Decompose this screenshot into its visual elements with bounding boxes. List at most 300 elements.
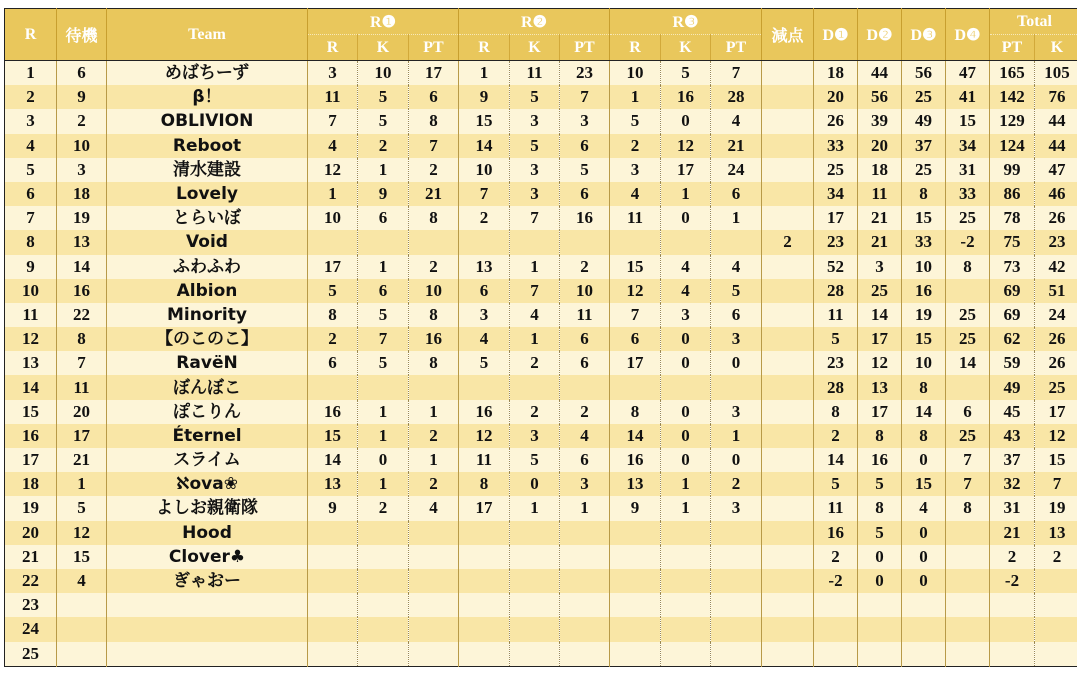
d2-cell [858, 617, 902, 641]
r1-kills-cell: 5 [358, 303, 409, 327]
total-kills-cell: 51 [1035, 279, 1077, 303]
r3-points-cell: 28 [711, 85, 762, 109]
rank-cell: 5 [5, 158, 57, 182]
r1-rank-cell: 11 [308, 85, 358, 109]
r3-rank-cell [610, 593, 661, 617]
table-header [5, 9, 1077, 61]
total-kills-cell: 19 [1035, 496, 1077, 520]
r2-points-cell [560, 230, 610, 254]
r1-kills-cell [358, 521, 409, 545]
penalty-cell [762, 279, 814, 303]
total-points-cell: 69 [990, 279, 1035, 303]
header-r1-pt: PT [409, 35, 459, 61]
penalty-cell [762, 375, 814, 399]
r3-points-cell: 5 [711, 279, 762, 303]
r1-points-cell: 8 [409, 109, 459, 133]
r2-points-cell: 23 [560, 61, 610, 86]
d3-cell: 10 [902, 255, 946, 279]
penalty-cell [762, 472, 814, 496]
r2-rank-cell: 17 [459, 496, 510, 520]
d2-cell: 8 [858, 424, 902, 448]
header-r2-k: K [510, 35, 560, 61]
r2-points-cell: 3 [560, 472, 610, 496]
r1-points-cell: 1 [409, 400, 459, 424]
waiting-cell: 6 [57, 61, 107, 86]
d4-cell: 33 [946, 182, 990, 206]
r3-rank-cell [610, 230, 661, 254]
penalty-cell [762, 61, 814, 86]
d1-cell: 11 [814, 303, 858, 327]
d2-cell: 18 [858, 158, 902, 182]
r3-rank-cell: 2 [610, 134, 661, 158]
penalty-cell [762, 303, 814, 327]
r2-points-cell: 6 [560, 448, 610, 472]
r1-kills-cell: 2 [358, 496, 409, 520]
r1-points-cell: 16 [409, 327, 459, 351]
r2-rank-cell [459, 593, 510, 617]
r1-kills-cell: 1 [358, 424, 409, 448]
team-name-cell: とらいぼ [107, 206, 308, 230]
team-name-cell: Lovely [107, 182, 308, 206]
rank-cell: 7 [5, 206, 57, 230]
total-points-cell: 21 [990, 521, 1035, 545]
team-name-cell: ぼんぼこ [107, 375, 308, 399]
r1-kills-cell: 1 [358, 400, 409, 424]
penalty-cell [762, 593, 814, 617]
d3-cell: 37 [902, 134, 946, 158]
r1-points-cell: 2 [409, 472, 459, 496]
d3-cell: 0 [902, 545, 946, 569]
r3-kills-cell: 16 [661, 85, 711, 109]
d3-cell: 49 [902, 109, 946, 133]
r2-kills-cell [510, 545, 560, 569]
r3-points-cell [711, 545, 762, 569]
d4-cell: 25 [946, 327, 990, 351]
table-body [5, 61, 1077, 667]
r2-kills-cell [510, 521, 560, 545]
r2-kills-cell: 3 [510, 182, 560, 206]
r3-points-cell: 24 [711, 158, 762, 182]
r3-kills-cell: 0 [661, 351, 711, 375]
d2-cell: 17 [858, 327, 902, 351]
r3-kills-cell: 0 [661, 424, 711, 448]
d1-cell: 33 [814, 134, 858, 158]
d1-cell: 18 [814, 61, 858, 86]
penalty-cell [762, 182, 814, 206]
d4-cell: 47 [946, 61, 990, 86]
r3-rank-cell: 3 [610, 158, 661, 182]
r1-rank-cell [308, 545, 358, 569]
r2-kills-cell: 5 [510, 85, 560, 109]
r3-kills-cell: 0 [661, 448, 711, 472]
rank-cell: 8 [5, 230, 57, 254]
r1-kills-cell: 7 [358, 327, 409, 351]
penalty-cell [762, 255, 814, 279]
d1-cell: 16 [814, 521, 858, 545]
r2-rank-cell [459, 375, 510, 399]
r3-rank-cell: 6 [610, 327, 661, 351]
total-kills-cell: 25 [1035, 375, 1077, 399]
table-row [5, 569, 1077, 593]
team-name-cell: ふわふわ [107, 255, 308, 279]
penalty-cell [762, 521, 814, 545]
r1-rank-cell: 4 [308, 134, 358, 158]
d3-cell [902, 617, 946, 641]
header-r1-k: K [358, 35, 409, 61]
waiting-cell: 4 [57, 569, 107, 593]
total-points-cell: 99 [990, 158, 1035, 182]
r1-kills-cell [358, 617, 409, 641]
r2-points-cell: 6 [560, 327, 610, 351]
r1-rank-cell: 8 [308, 303, 358, 327]
team-name-cell: Albion [107, 279, 308, 303]
waiting-cell: 18 [57, 182, 107, 206]
r1-points-cell [409, 642, 459, 667]
penalty-cell [762, 158, 814, 182]
r3-kills-cell [661, 642, 711, 667]
r3-points-cell: 3 [711, 327, 762, 351]
r3-rank-cell [610, 375, 661, 399]
r3-kills-cell [661, 230, 711, 254]
r1-points-cell: 10 [409, 279, 459, 303]
table-row [5, 206, 1077, 230]
rank-cell: 18 [5, 472, 57, 496]
d3-cell: 4 [902, 496, 946, 520]
penalty-cell [762, 134, 814, 158]
d2-cell: 8 [858, 496, 902, 520]
d1-cell: 5 [814, 327, 858, 351]
r2-kills-cell: 7 [510, 206, 560, 230]
r3-points-cell: 7 [711, 61, 762, 86]
waiting-cell: 16 [57, 279, 107, 303]
r3-points-cell [711, 617, 762, 641]
r3-kills-cell: 1 [661, 472, 711, 496]
d3-cell: 0 [902, 448, 946, 472]
header-r3-r: R [610, 35, 661, 61]
r3-points-cell: 6 [711, 182, 762, 206]
r2-rank-cell: 9 [459, 85, 510, 109]
waiting-cell: 17 [57, 424, 107, 448]
total-kills-cell: 105 [1035, 61, 1077, 86]
total-points-cell: 43 [990, 424, 1035, 448]
d3-cell: 19 [902, 303, 946, 327]
r1-kills-cell: 1 [358, 472, 409, 496]
penalty-cell [762, 351, 814, 375]
team-name-cell [107, 593, 308, 617]
r2-kills-cell: 11 [510, 61, 560, 86]
r2-points-cell: 11 [560, 303, 610, 327]
penalty-cell: 2 [762, 230, 814, 254]
r1-points-cell [409, 569, 459, 593]
rank-cell: 14 [5, 375, 57, 399]
total-kills-cell: 42 [1035, 255, 1077, 279]
d2-cell: 56 [858, 85, 902, 109]
total-points-cell: 73 [990, 255, 1035, 279]
r2-kills-cell: 2 [510, 351, 560, 375]
d2-cell: 21 [858, 230, 902, 254]
table-row [5, 400, 1077, 424]
r1-points-cell: 17 [409, 61, 459, 86]
d1-cell: 25 [814, 158, 858, 182]
header-total-k: K [1035, 35, 1077, 61]
r2-points-cell: 5 [560, 158, 610, 182]
total-kills-cell: 23 [1035, 230, 1077, 254]
r2-kills-cell: 1 [510, 255, 560, 279]
r3-kills-cell: 17 [661, 158, 711, 182]
penalty-cell [762, 545, 814, 569]
r2-rank-cell [459, 545, 510, 569]
total-kills-cell: 13 [1035, 521, 1077, 545]
team-name-cell: OBLIVION [107, 109, 308, 133]
header-d4: D❹ [946, 9, 990, 61]
r1-points-cell [409, 230, 459, 254]
r2-points-cell [560, 545, 610, 569]
rank-cell: 13 [5, 351, 57, 375]
r2-kills-cell: 3 [510, 158, 560, 182]
waiting-cell: 22 [57, 303, 107, 327]
r1-points-cell [409, 593, 459, 617]
r3-kills-cell: 0 [661, 400, 711, 424]
table-row [5, 327, 1077, 351]
r3-rank-cell: 8 [610, 400, 661, 424]
d4-cell: 15 [946, 109, 990, 133]
r1-kills-cell: 5 [358, 351, 409, 375]
r3-points-cell [711, 569, 762, 593]
r3-points-cell [711, 521, 762, 545]
d2-cell [858, 642, 902, 667]
r1-rank-cell: 9 [308, 496, 358, 520]
d4-cell [946, 593, 990, 617]
d1-cell: 2 [814, 424, 858, 448]
rank-cell: 2 [5, 85, 57, 109]
r3-points-cell [711, 593, 762, 617]
r3-kills-cell: 4 [661, 255, 711, 279]
r3-kills-cell [661, 617, 711, 641]
d4-cell: 8 [946, 496, 990, 520]
d2-cell: 16 [858, 448, 902, 472]
r2-kills-cell [510, 569, 560, 593]
r3-rank-cell: 10 [610, 61, 661, 86]
d1-cell: 26 [814, 109, 858, 133]
waiting-cell: 8 [57, 327, 107, 351]
d4-cell: 7 [946, 448, 990, 472]
waiting-cell: 7 [57, 351, 107, 375]
d4-cell: 14 [946, 351, 990, 375]
total-points-cell: 45 [990, 400, 1035, 424]
table-row [5, 521, 1077, 545]
table-row [5, 351, 1077, 375]
d1-cell: 28 [814, 279, 858, 303]
r2-kills-cell [510, 230, 560, 254]
r1-kills-cell: 6 [358, 206, 409, 230]
r3-kills-cell [661, 521, 711, 545]
r2-points-cell [560, 569, 610, 593]
r2-rank-cell: 12 [459, 424, 510, 448]
r3-points-cell [711, 642, 762, 667]
d4-cell [946, 617, 990, 641]
total-points-cell: 31 [990, 496, 1035, 520]
r1-rank-cell: 14 [308, 448, 358, 472]
r3-kills-cell: 1 [661, 496, 711, 520]
total-points-cell: 69 [990, 303, 1035, 327]
r1-rank-cell: 2 [308, 327, 358, 351]
r2-rank-cell [459, 230, 510, 254]
waiting-cell: 13 [57, 230, 107, 254]
r3-kills-cell [661, 375, 711, 399]
waiting-cell: 10 [57, 134, 107, 158]
r1-rank-cell: 7 [308, 109, 358, 133]
d3-cell: 16 [902, 279, 946, 303]
header-d2: D❷ [858, 9, 902, 61]
d4-cell: 8 [946, 255, 990, 279]
total-points-cell: 32 [990, 472, 1035, 496]
r2-points-cell: 6 [560, 351, 610, 375]
total-kills-cell [1035, 617, 1077, 641]
d2-cell: 13 [858, 375, 902, 399]
penalty-cell [762, 569, 814, 593]
r1-rank-cell [308, 375, 358, 399]
d4-cell: 31 [946, 158, 990, 182]
total-points-cell: -2 [990, 569, 1035, 593]
r3-kills-cell: 12 [661, 134, 711, 158]
r2-rank-cell: 15 [459, 109, 510, 133]
waiting-cell: 2 [57, 109, 107, 133]
d3-cell: 25 [902, 158, 946, 182]
table-row [5, 496, 1077, 520]
d3-cell: 14 [902, 400, 946, 424]
total-points-cell [990, 617, 1035, 641]
r1-points-cell [409, 545, 459, 569]
r3-points-cell [711, 375, 762, 399]
waiting-cell: 9 [57, 85, 107, 109]
d3-cell: 56 [902, 61, 946, 86]
header-waiting: 待機 [57, 9, 107, 61]
rank-cell: 20 [5, 521, 57, 545]
d3-cell: 8 [902, 182, 946, 206]
r3-rank-cell: 15 [610, 255, 661, 279]
d4-cell: 7 [946, 472, 990, 496]
r1-kills-cell: 6 [358, 279, 409, 303]
table-row [5, 375, 1077, 399]
team-name-cell: Void [107, 230, 308, 254]
r1-kills-cell: 1 [358, 158, 409, 182]
waiting-cell: 1 [57, 472, 107, 496]
r1-kills-cell [358, 593, 409, 617]
r2-kills-cell: 0 [510, 472, 560, 496]
d4-cell: 34 [946, 134, 990, 158]
total-points-cell: 75 [990, 230, 1035, 254]
d1-cell: 52 [814, 255, 858, 279]
r1-kills-cell: 9 [358, 182, 409, 206]
r1-rank-cell [308, 230, 358, 254]
d2-cell: 3 [858, 255, 902, 279]
team-name-cell: 清水建設 [107, 158, 308, 182]
header-r2-pt: PT [560, 35, 610, 61]
r2-kills-cell: 7 [510, 279, 560, 303]
r3-points-cell: 1 [711, 206, 762, 230]
r1-kills-cell: 0 [358, 448, 409, 472]
total-kills-cell: 15 [1035, 448, 1077, 472]
waiting-cell: 14 [57, 255, 107, 279]
penalty-cell [762, 642, 814, 667]
penalty-cell [762, 448, 814, 472]
rank-cell: 16 [5, 424, 57, 448]
r2-rank-cell: 6 [459, 279, 510, 303]
d1-cell: 14 [814, 448, 858, 472]
r3-points-cell: 0 [711, 448, 762, 472]
r2-points-cell: 16 [560, 206, 610, 230]
r2-rank-cell: 4 [459, 327, 510, 351]
standings-sheet [4, 8, 1074, 667]
waiting-cell: 11 [57, 375, 107, 399]
r2-points-cell: 7 [560, 85, 610, 109]
waiting-cell: 21 [57, 448, 107, 472]
r2-kills-cell: 3 [510, 424, 560, 448]
d3-cell [902, 593, 946, 617]
waiting-cell: 3 [57, 158, 107, 182]
table-row [5, 545, 1077, 569]
header-round-2: R❷ [459, 9, 610, 35]
r2-rank-cell: 11 [459, 448, 510, 472]
header-d1: D❶ [814, 9, 858, 61]
standings-table [4, 8, 1077, 667]
r1-points-cell: 8 [409, 206, 459, 230]
r1-rank-cell: 17 [308, 255, 358, 279]
r1-kills-cell: 2 [358, 134, 409, 158]
waiting-cell: 5 [57, 496, 107, 520]
header-r1-r: R [308, 35, 358, 61]
r3-points-cell: 0 [711, 351, 762, 375]
r3-kills-cell: 1 [661, 182, 711, 206]
d4-cell: 25 [946, 424, 990, 448]
r1-points-cell: 2 [409, 255, 459, 279]
r2-points-cell [560, 642, 610, 667]
total-kills-cell [1035, 642, 1077, 667]
total-points-cell: 165 [990, 61, 1035, 86]
total-kills-cell: 47 [1035, 158, 1077, 182]
r2-rank-cell [459, 617, 510, 641]
rank-cell: 9 [5, 255, 57, 279]
r3-points-cell: 4 [711, 255, 762, 279]
r3-kills-cell [661, 545, 711, 569]
r1-points-cell: 8 [409, 303, 459, 327]
r3-kills-cell: 0 [661, 206, 711, 230]
r2-rank-cell [459, 521, 510, 545]
r2-kills-cell: 1 [510, 327, 560, 351]
d3-cell: 15 [902, 327, 946, 351]
rank-cell: 25 [5, 642, 57, 667]
total-points-cell: 2 [990, 545, 1035, 569]
header-r3-k: K [661, 35, 711, 61]
d3-cell: 15 [902, 472, 946, 496]
table-row [5, 424, 1077, 448]
d2-cell: 11 [858, 182, 902, 206]
total-points-cell: 78 [990, 206, 1035, 230]
team-name-cell [107, 617, 308, 641]
r1-points-cell: 1 [409, 448, 459, 472]
r2-kills-cell [510, 617, 560, 641]
team-name-cell: Clover♣ [107, 545, 308, 569]
table-row [5, 230, 1077, 254]
r3-rank-cell: 14 [610, 424, 661, 448]
r2-rank-cell: 3 [459, 303, 510, 327]
d3-cell: 10 [902, 351, 946, 375]
r1-rank-cell [308, 521, 358, 545]
header-total: Total [990, 9, 1077, 35]
total-points-cell: 86 [990, 182, 1035, 206]
r1-rank-cell [308, 642, 358, 667]
r3-kills-cell: 4 [661, 279, 711, 303]
